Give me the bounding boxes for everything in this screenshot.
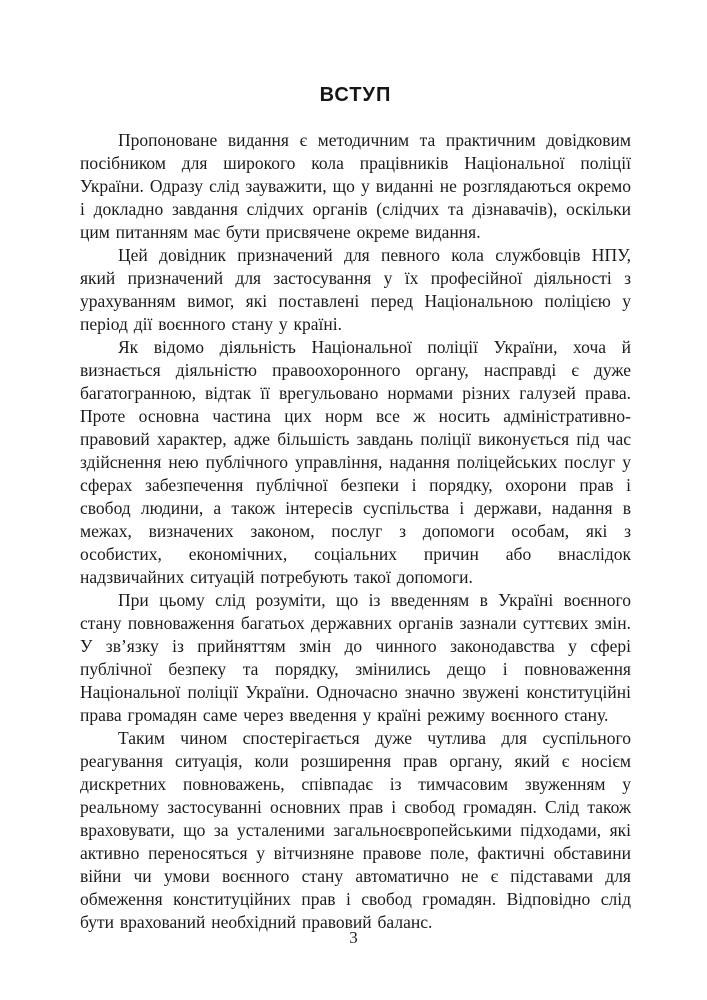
page-title: ВСТУП bbox=[319, 84, 392, 106]
body-paragraph-4: При цьому слід розуміти, що із введенням в Україні воєнного стану повноваження багатьох державних органів зазнали суттєвих змін. У зв’язку із прийняттям змін до чинного законодавства у сфері публічної безпеку та порядку, змінились дещо і повноваження Національної поліції України. Одночасно значно звужені конституційні права громадян саме через введення у країні режиму воєнного стану. bbox=[80, 590, 631, 725]
page-number: 3 bbox=[349, 928, 358, 947]
body-paragraph-2: Цей довідник призначений для певного кола службовців НПУ, який призначений для застосування у їх професійної діяльності з урахуванням вимог, які поставлені перед Національною поліцією у період дії воєнного стану у країні. bbox=[80, 245, 631, 334]
body-paragraph-1: Пропоноване видання є методичним та практичним довідковим посібником для широкого кола працівників Національної поліції України. Одразу слід зауважити, що у виданні не розглядаються окремо і докладно завдання слідчих органів (слідчих та дізнавачів), оскільки цим питанням має бути присвячене окреме видання. bbox=[80, 130, 631, 242]
body-paragraph-3: Як відомо діяльність Національної поліції України, хоча й визнається діяльністю правоохоронного органу, насправді є дуже багатогранною, відтак її врегульовано нормами різних галузей права. Проте основна частина цих норм все ж носить адміністративно-правовий характер, адже більшість завдань поліції виконується під час здійснення нею публічного управління, надання поліцейських послуг у сферах забезпечення публічної безпеки і порядку, охорони прав і свобод людини, а також інтересів суспільства і держави, надання в межах, визначених законом, послуг з допомоги особам, які з особистих, економічних, соціальних причин або внаслідок надзвичайних ситуацій потребують такої допомоги. bbox=[80, 337, 631, 587]
body-paragraph-5: Таким чином спостерігається дуже чутлива для суспільного реагування ситуація, коли розширення прав органу, який є носієм дискретних повноважень, співпадає із тимчасовим звуженням у реальному застосуванні основних прав і свобод громадян. Слід також враховувати, що за усталеними загальноєвропейськими підходами, які активно переносяться у вітчизняне правове поле, фактичні обставини війни чи умови воєнного стану автоматично не є підставами для обмеження конституційних прав і свобод громадян. Відповідно слід бути врахований необхідний правовий баланс. bbox=[80, 728, 631, 932]
